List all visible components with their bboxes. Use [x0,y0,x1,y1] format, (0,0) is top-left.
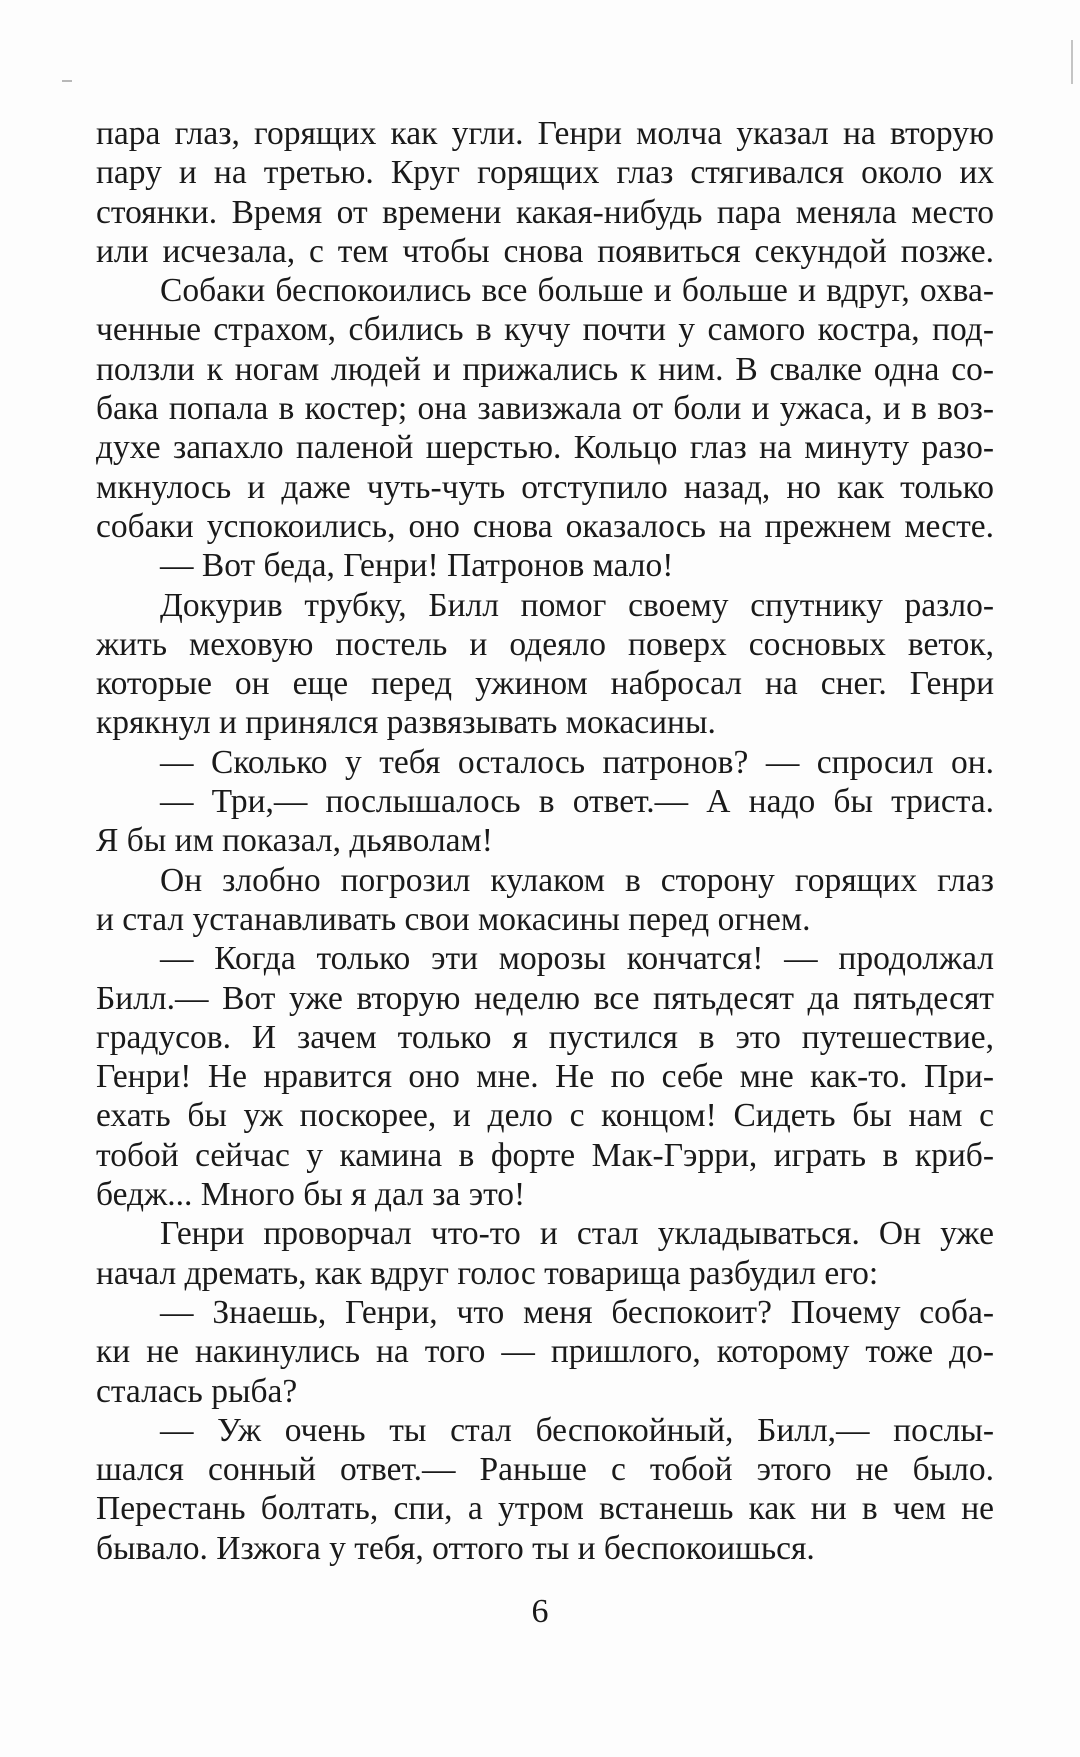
text-line: тобой сейчас у камина в форте Мак-Гэрри, играть в криб- [96,1136,994,1174]
text-line: бедж... Много бы я дал за это! [96,1176,526,1214]
scan-mark [62,80,72,82]
text-line: или исчезала, с тем чтобы снова появиться секундой позже. [96,232,994,270]
text-line: сталась рыба? [96,1372,298,1410]
page-edge-mark [1071,40,1073,84]
text-line: ползли к ногам людей и прижались к ним. В свалке одна со- [96,350,994,388]
text-line: ченные страхом, сбились в кучу почти у самого костра, под- [96,311,994,349]
text-line: духе запахло паленой шерстью. Кольцо глаз на минуту разо- [96,429,994,467]
text-line: Генри проворчал что-то и стал укладываться. Он уже [160,1215,994,1253]
text-line: градусов. И зачем только я пустился в это путешествие, [96,1018,994,1056]
text-line: — Уж очень ты стал беспокойный, Билл,— послы- [160,1411,994,1449]
text-line: — Сколько у тебя осталось патронов? — спросил он. [160,743,994,781]
text-line: собаки успокоились, оно снова оказалось на прежнем месте. [96,507,994,545]
text-line: стоянки. Время от времени какая-нибудь пара меняла место [96,193,994,231]
text-line: крякнул и принялся развязывать мокасины. [96,704,716,742]
text-line: пара глаз, горящих как угли. Генри молча указал на вторую [96,115,994,152]
text-line: бака попала в костер; она завизжала от боли и ужаса, и в воз- [96,390,994,428]
text-line: Я бы им показал, дьяволам! [96,822,493,860]
text-line: жить меховую постель и одеяло поверх сосновых веток, [96,625,994,663]
text-line: Собаки беспокоились все больше и больше и вдруг, охва- [160,272,994,310]
text-line: Перестань болтать, спи, а утром встанешь как ни в чем не [96,1490,994,1528]
text-line: Он злобно погрозил кулаком в сторону горящих глаз [160,861,994,899]
text-line: — Три,— послышалось в ответ.— А надо бы триста. [160,783,994,821]
text-line: — Вот беда, Генри! Патронов мало! [160,547,674,585]
page-number: 6 [531,1593,549,1630]
text-line: Генри! Не нравится оно мне. Не по себе мне как-то. При- [96,1058,994,1096]
text-line: Докурив трубку, Билл помог своему спутнику разло- [160,586,994,624]
text-line: начал дремать, как вдруг голос товарища разбудил его: [96,1254,879,1292]
text-line: ки не накинулись на того — пришлого, которому тоже до- [96,1333,994,1371]
text-line: пару и на третью. Круг горящих глаз стягивался около их [96,154,994,192]
body-text [96,114,994,1568]
text-line: шался сонный ответ.— Раньше с тобой этого не было. [96,1451,994,1489]
text-line: Билл.— Вот уже вторую неделю все пятьдесят да пятьдесят [96,979,994,1017]
text-line: которые он еще перед ужином набросал на снег. Генри [96,665,994,703]
text-line: бывало. Изжога у тебя, оттого ты и беспокоишься. [96,1529,815,1567]
text-line: и стал устанавливать свои мокасины перед огнем. [96,900,811,938]
text-line: мкнулось и даже чуть-чуть отступило назад, но как только [96,468,994,506]
text-line: — Когда только эти морозы кончатся! — продолжал [160,940,994,978]
text-line: — Знаешь, Генри, что меня беспокоит? Почему соба- [160,1293,994,1331]
text-line: ехать бы уж поскорее, и дело с концом! Сидеть бы нам с [96,1097,994,1135]
